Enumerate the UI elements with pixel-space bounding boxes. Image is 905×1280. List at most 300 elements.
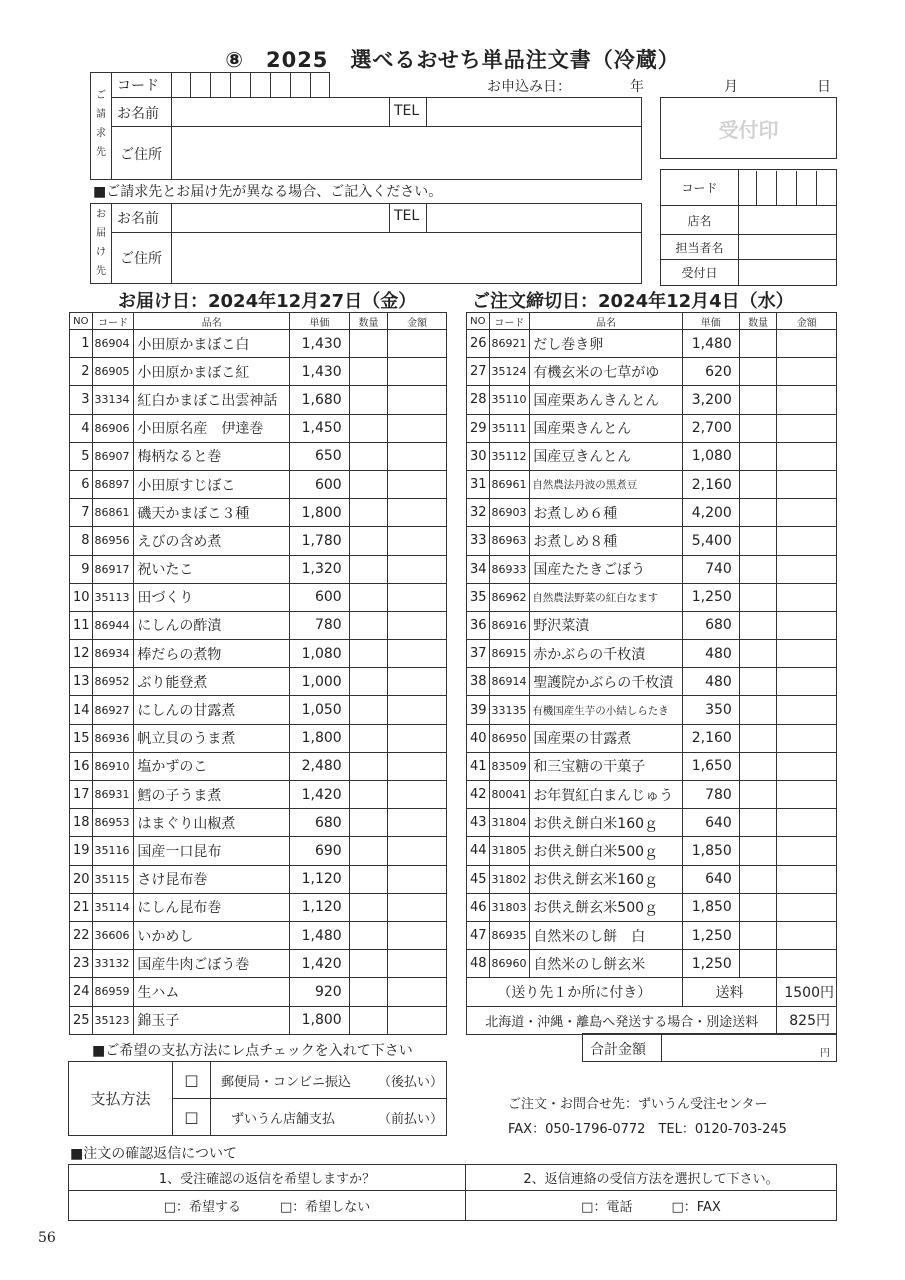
billing-name-label: お名前 [117,106,159,122]
item-code: 83509 [489,752,530,780]
office-date-label: 受付日 [661,260,739,286]
item-quantity-input[interactable] [739,668,777,696]
item-amount-input[interactable] [388,724,447,752]
billing-tel-input[interactable] [427,98,641,126]
item-code: 86917 [92,555,134,583]
item-amount-input[interactable] [777,358,837,386]
item-no: 14 [70,696,93,724]
item-code: 86907 [92,442,134,470]
item-code: 86959 [92,978,134,1006]
item-amount-input[interactable] [777,611,837,639]
item-name: 国産栗きんとん [530,414,682,442]
item-price: 1,320 [290,555,350,583]
item-no: 40 [467,724,490,752]
item-amount-input[interactable] [777,386,837,414]
billing-name-input[interactable] [172,98,389,126]
item-code: 86861 [92,499,134,527]
right-items-table [466,312,837,1035]
item-quantity-input[interactable] [349,386,388,414]
billing-vertical-label: ご 請 求 先 [96,90,106,158]
item-price: 680 [682,611,739,639]
item-code: 33132 [92,950,134,978]
item-quantity-input[interactable] [349,696,388,724]
item-price: 1,450 [290,414,350,442]
item-amount-input[interactable] [777,724,837,752]
item-row [467,893,837,921]
item-quantity-input[interactable] [349,640,388,668]
item-quantity-input[interactable] [739,527,777,555]
item-amount-input[interactable] [388,752,447,780]
item-price: 1,850 [682,893,739,921]
item-amount-input[interactable] [777,499,837,527]
item-row [70,414,447,442]
item-code: 35116 [92,837,134,865]
item-quantity-input[interactable] [739,414,777,442]
item-no: 33 [467,527,490,555]
item-row [467,837,837,865]
item-price: 480 [682,668,739,696]
item-amount-input[interactable] [388,1006,447,1034]
left-items-table [69,312,447,1035]
item-amount-input[interactable] [388,499,447,527]
item-quantity-input[interactable] [349,893,388,921]
item-amount-input[interactable] [777,696,837,724]
item-no: 46 [467,893,490,921]
item-quantity-input[interactable] [739,386,777,414]
item-amount-input[interactable] [388,640,447,668]
item-row [467,499,837,527]
item-name: 棒だらの煮物 [134,640,290,668]
item-quantity-input[interactable] [739,809,777,837]
item-no: 44 [467,837,490,865]
confirm-answer2-options[interactable]: □：電話 □：FAX [466,1191,837,1221]
item-row [70,921,447,949]
item-no: 42 [467,781,490,809]
item-price: 640 [682,809,739,837]
item-amount-input[interactable] [388,442,447,470]
item-quantity-input[interactable] [739,358,777,386]
item-quantity-input[interactable] [349,330,388,358]
payment-option2-checkbox[interactable]: □ [173,1099,211,1136]
header-qty: 数量 [349,313,388,330]
item-no: 18 [70,809,93,837]
item-name: 田づくり [134,583,290,611]
item-price: 650 [290,442,350,470]
item-price: 1,430 [290,330,350,358]
item-price: 480 [682,640,739,668]
item-amount-input[interactable] [388,527,447,555]
item-name: にしんの酢漬 [134,611,290,639]
item-code: 35115 [92,865,134,893]
item-quantity-input[interactable] [739,893,777,921]
item-no: 20 [70,865,93,893]
item-amount-input[interactable] [777,668,837,696]
item-code: 35110 [489,386,530,414]
payment-note: ■ご希望の支払方法にレ点チェックを入れて下さい [92,1043,413,1059]
item-quantity-input[interactable] [739,555,777,583]
item-quantity-input[interactable] [349,809,388,837]
item-price: 1,250 [682,921,739,949]
item-no: 13 [70,668,93,696]
item-amount-input[interactable] [388,837,447,865]
item-code: 31802 [489,865,530,893]
item-price: 2,700 [682,414,739,442]
item-no: 31 [467,470,490,498]
delivery-name-input[interactable] [172,204,389,232]
confirm-table [68,1164,837,1221]
delivery-tel-input[interactable] [427,204,641,232]
item-code: 86903 [489,499,530,527]
item-quantity-input[interactable] [349,499,388,527]
payment-option1-label: 郵便局・コンビニ振込 [221,1074,352,1090]
item-no: 38 [467,668,490,696]
item-quantity-input[interactable] [739,950,777,978]
item-no: 21 [70,893,93,921]
item-amount-input[interactable] [388,781,447,809]
office-code-input[interactable] [739,170,837,206]
item-code: 86952 [92,668,134,696]
item-no: 43 [467,809,490,837]
item-no: 12 [70,640,93,668]
billing-tel-label: TEL [394,103,420,119]
item-amount-input[interactable] [777,640,837,668]
item-row [70,470,447,498]
item-quantity-input[interactable] [739,781,777,809]
total-unit: 円 [820,1048,830,1059]
item-code: 35114 [92,893,134,921]
item-row [467,781,837,809]
confirm-answer1-options[interactable]: □：希望する □：希望しない [69,1191,466,1221]
item-no: 47 [467,921,490,949]
item-code: 31804 [489,809,530,837]
office-staff-input[interactable] [739,235,837,260]
item-no: 36 [467,611,490,639]
item-amount-input[interactable] [777,583,837,611]
item-price: 600 [290,583,350,611]
item-price: 1,430 [290,358,350,386]
item-name: 帆立貝のうま煮 [134,724,290,752]
item-no: 27 [467,358,490,386]
header-amount: 金額 [777,313,837,330]
delivery-address-input[interactable] [172,233,641,283]
item-name: お供え餅玄米160ｇ [530,865,682,893]
item-quantity-input[interactable] [349,724,388,752]
item-price: 620 [682,358,739,386]
item-amount-input[interactable] [777,470,837,498]
item-amount-input[interactable] [388,921,447,949]
item-amount-input[interactable] [388,611,447,639]
item-no: 11 [70,611,93,639]
payment-label: 支払方法 [69,1062,173,1136]
item-row [70,668,447,696]
header-name: 品名 [134,313,290,330]
item-row [467,640,837,668]
item-amount-input[interactable] [777,950,837,978]
item-quantity-input[interactable] [349,611,388,639]
item-price: 1,480 [682,330,739,358]
item-quantity-input[interactable] [739,499,777,527]
payment-option2-label: ずいうん店舗支払 [231,1111,336,1127]
item-row [467,865,837,893]
item-quantity-input[interactable] [349,752,388,780]
header-no: NO [70,313,93,330]
header-price: 単価 [290,313,350,330]
item-amount-input[interactable] [777,921,837,949]
item-price: 1,420 [290,950,350,978]
item-name: だし巻き卵 [530,330,682,358]
item-price: 2,160 [682,724,739,752]
item-no: 1 [70,330,93,358]
billing-code-label: コード [117,78,159,94]
item-quantity-input[interactable] [349,470,388,498]
item-no: 29 [467,414,490,442]
item-amount-input[interactable] [388,386,447,414]
item-row [467,442,837,470]
item-name: 国産栗あんきんとん [530,386,682,414]
payment-option1-checkbox[interactable]: □ [173,1062,211,1099]
office-store-label: 店名 [661,206,739,235]
item-quantity-input[interactable] [739,865,777,893]
item-no: 7 [70,499,93,527]
item-amount-input[interactable] [777,837,837,865]
item-quantity-input[interactable] [739,330,777,358]
item-price: 780 [682,781,739,809]
item-amount-input[interactable] [388,978,447,1006]
item-price: 780 [290,611,350,639]
item-code: 86933 [489,555,530,583]
item-amount-input[interactable] [388,696,447,724]
item-code: 86956 [92,527,134,555]
remote-shipping-label: 北海道・沖縄・離島へ発送する場合・別途送料 [467,1006,777,1034]
item-amount-input[interactable] [777,752,837,780]
order-deadline: ご注文締切日：2024年12月4日（水） [472,291,794,312]
item-name: 祝いたこ [134,555,290,583]
item-code: 35123 [92,1006,134,1034]
item-code: 86927 [92,696,134,724]
item-code: 86905 [92,358,134,386]
item-amount-input[interactable] [777,555,837,583]
item-amount-input[interactable] [388,809,447,837]
office-store-input[interactable] [739,206,837,235]
item-quantity-input[interactable] [349,668,388,696]
confirm-note: ■注文の確認返信について [70,1146,237,1162]
item-row [467,611,837,639]
item-price: 1,250 [682,950,739,978]
item-no: 2 [70,358,93,386]
item-price: 1,250 [682,583,739,611]
reception-stamp-label: 受付印 [718,118,779,142]
payment-option1[interactable] [211,1062,447,1099]
item-name: 聖護院かぶらの千枚漬 [530,668,682,696]
item-price: 1,120 [290,893,350,921]
item-row [70,837,447,865]
item-no: 39 [467,696,490,724]
item-code: 35113 [92,583,134,611]
item-amount-input[interactable] [777,893,837,921]
apply-date-label: お申込み日： [487,79,571,95]
item-quantity-input[interactable] [349,865,388,893]
item-no: 24 [70,978,93,1006]
item-name: 赤かぶらの千枚漬 [530,640,682,668]
item-amount-input[interactable] [388,330,447,358]
item-price: 1,780 [290,527,350,555]
item-quantity-input[interactable] [739,696,777,724]
item-row [70,724,447,752]
item-code: 35111 [489,414,530,442]
item-amount-input[interactable] [777,442,837,470]
item-quantity-input[interactable] [349,583,388,611]
item-quantity-input[interactable] [739,640,777,668]
item-quantity-input[interactable] [739,442,777,470]
contact-line2: FAX：050-1796-0772 TEL：0120-703-245 [508,1122,787,1137]
item-row [70,640,447,668]
item-quantity-input[interactable] [349,921,388,949]
item-quantity-input[interactable] [349,950,388,978]
item-code: 86906 [92,414,134,442]
item-amount-input[interactable] [388,950,447,978]
item-price: 920 [290,978,350,1006]
item-amount-input[interactable] [777,414,837,442]
page-number: 56 [38,1230,56,1246]
item-name: 磯天かまぼこ３種 [134,499,290,527]
item-row [70,809,447,837]
office-date-input[interactable] [739,260,837,286]
item-quantity-input[interactable] [349,414,388,442]
item-price: 1,120 [290,865,350,893]
item-amount-input[interactable] [388,555,447,583]
item-name: 錦玉子 [134,1006,290,1034]
item-name: えびの含め煮 [134,527,290,555]
item-amount-input[interactable] [777,330,837,358]
item-quantity-input[interactable] [349,442,388,470]
item-row [467,470,837,498]
item-row [70,442,447,470]
item-code: 33135 [489,696,530,724]
billing-address-label: ご住所 [120,147,162,163]
item-row [467,696,837,724]
item-quantity-input[interactable] [349,837,388,865]
delivery-vertical-label: お 届 け 先 [96,209,106,277]
item-name: 自然農法野菜の紅白なます [530,583,682,611]
header-qty: 数量 [739,313,777,330]
item-code: 86962 [489,583,530,611]
item-price: 4,200 [682,499,739,527]
item-name: 梅柄なると巻 [134,442,290,470]
item-quantity-input[interactable] [739,611,777,639]
item-name: 有機国産生芋の小結しらたき [530,696,682,724]
item-amount-input[interactable] [388,583,447,611]
item-name: お供え餅玄米500ｇ [530,893,682,921]
item-amount-input[interactable] [388,470,447,498]
item-price: 1,080 [290,640,350,668]
item-amount-input[interactable] [388,668,447,696]
item-row [467,809,837,837]
item-code: 86916 [489,611,530,639]
item-name: 自然米のし餅玄米 [530,950,682,978]
item-row [467,414,837,442]
item-no: 25 [70,1006,93,1034]
item-amount-input[interactable] [388,865,447,893]
item-row [467,752,837,780]
item-code: 86960 [489,950,530,978]
item-price: 1,800 [290,499,350,527]
item-code: 86910 [92,752,134,780]
item-no: 26 [467,330,490,358]
item-amount-input[interactable] [777,809,837,837]
item-quantity-input[interactable] [349,1006,388,1034]
office-staff-label: 担当者名 [661,235,739,260]
item-price: 1,680 [290,386,350,414]
confirm-question1: 1、受注確認の返信を希望しますか？ [69,1165,466,1191]
item-quantity-input[interactable] [739,724,777,752]
apply-month: 月 [724,79,738,95]
item-name: 国産たたきごぼう [530,555,682,583]
item-name: 有機玄米の七草がゆ [530,358,682,386]
item-row [70,527,447,555]
item-name: 和三宝糖の干菓子 [530,752,682,780]
item-quantity-input[interactable] [349,527,388,555]
item-row [70,386,447,414]
delivery-date: お届け日：2024年12月27日（金） [118,291,417,312]
item-quantity-input[interactable] [349,781,388,809]
item-code: 86904 [92,330,134,358]
item-amount-input[interactable] [388,893,447,921]
item-code: 86931 [92,781,134,809]
item-row [467,330,837,358]
item-code: 86936 [92,724,134,752]
item-code: 35124 [489,358,530,386]
item-amount-input[interactable] [388,358,447,386]
item-quantity-input[interactable] [739,921,777,949]
item-amount-input[interactable] [777,781,837,809]
item-no: 22 [70,921,93,949]
total-amount-input[interactable] [662,1034,836,1061]
item-code: 86953 [92,809,134,837]
item-name: 野沢菜漬 [530,611,682,639]
item-amount-input[interactable] [777,527,837,555]
item-code: 86944 [92,611,134,639]
item-price: 1,050 [290,696,350,724]
header-code: コード [92,313,134,330]
item-code: 80041 [489,781,530,809]
item-quantity-input[interactable] [349,978,388,1006]
page-title: ⑧ 2025 選べるおせち単品注文書（冷蔵） [225,48,680,72]
item-quantity-input[interactable] [739,837,777,865]
item-name: にしんの甘露煮 [134,696,290,724]
item-amount-input[interactable] [388,414,447,442]
item-quantity-input[interactable] [739,583,777,611]
payment-option2[interactable] [211,1099,447,1136]
item-row [70,583,447,611]
item-amount-input[interactable] [777,865,837,893]
apply-year: 年 [630,79,644,95]
item-no: 15 [70,724,93,752]
item-no: 9 [70,555,93,583]
item-quantity-input[interactable] [739,752,777,780]
item-no: 8 [70,527,93,555]
item-name: 国産一口昆布 [134,837,290,865]
item-code: 33134 [92,386,134,414]
item-price: 1,800 [290,724,350,752]
item-name: お供え餅白米160ｇ [530,809,682,837]
item-name: 自然米のし餅 白 [530,921,682,949]
item-no: 16 [70,752,93,780]
item-quantity-input[interactable] [349,555,388,583]
item-quantity-input[interactable] [349,358,388,386]
shipping-name: 送料 [682,978,777,1006]
item-quantity-input[interactable] [739,470,777,498]
billing-address-input[interactable] [172,127,641,179]
